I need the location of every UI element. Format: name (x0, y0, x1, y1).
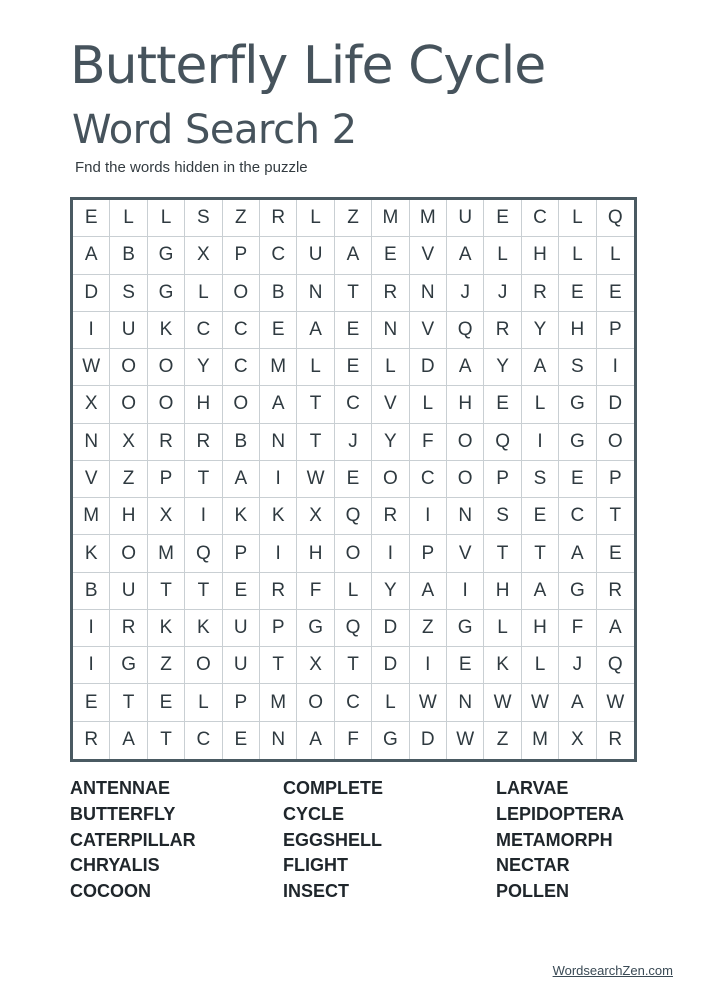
grid-cell[interactable]: V (447, 535, 484, 572)
grid-cell[interactable]: E (73, 200, 110, 237)
grid-cell[interactable]: L (148, 200, 185, 237)
grid-cell[interactable]: M (260, 684, 297, 721)
grid-cell[interactable]: B (110, 237, 147, 274)
grid-cell[interactable]: E (223, 573, 260, 610)
grid-cell[interactable]: A (447, 349, 484, 386)
grid-cell[interactable]: C (559, 498, 596, 535)
grid-cell[interactable]: H (447, 386, 484, 423)
grid-cell[interactable]: X (559, 722, 596, 759)
grid-cell[interactable]: H (522, 610, 559, 647)
grid-cell[interactable]: C (335, 386, 372, 423)
grid-cell[interactable]: P (410, 535, 447, 572)
grid-cell[interactable]: H (185, 386, 222, 423)
grid-cell[interactable]: W (410, 684, 447, 721)
grid-cell[interactable]: R (597, 573, 634, 610)
site-link[interactable]: WordsearchZen.com (552, 963, 673, 978)
grid-cell[interactable]: O (110, 349, 147, 386)
word-list-item: COCOON (70, 881, 151, 902)
grid-cell[interactable]: O (223, 275, 260, 312)
grid-cell[interactable]: V (372, 386, 409, 423)
grid-cell[interactable]: T (297, 386, 334, 423)
grid-cell[interactable]: L (522, 386, 559, 423)
grid-cell[interactable]: E (447, 647, 484, 684)
grid-cell[interactable]: R (372, 275, 409, 312)
grid-cell[interactable]: K (148, 610, 185, 647)
grid-cell[interactable]: U (297, 237, 334, 274)
grid-cell[interactable]: C (260, 237, 297, 274)
grid-cell[interactable]: X (110, 424, 147, 461)
grid-cell[interactable]: T (335, 647, 372, 684)
grid-cell[interactable]: A (559, 535, 596, 572)
grid-cell[interactable]: J (447, 275, 484, 312)
grid-cell[interactable]: G (148, 275, 185, 312)
grid-cell[interactable]: A (110, 722, 147, 759)
grid-cell[interactable]: N (260, 424, 297, 461)
grid-cell[interactable]: N (447, 498, 484, 535)
grid-cell[interactable]: F (335, 722, 372, 759)
word-list-item: NECTAR (496, 855, 570, 876)
grid-cell[interactable]: Q (597, 647, 634, 684)
grid-cell[interactable]: P (223, 535, 260, 572)
grid-cell[interactable]: N (447, 684, 484, 721)
grid-cell[interactable]: E (484, 386, 521, 423)
grid-cell[interactable]: A (597, 610, 634, 647)
grid-cell[interactable]: Q (335, 610, 372, 647)
grid-cell[interactable]: N (410, 275, 447, 312)
grid-cell[interactable]: R (260, 573, 297, 610)
grid-cell[interactable]: X (73, 386, 110, 423)
grid-cell[interactable]: O (148, 386, 185, 423)
grid-cell[interactable]: F (410, 424, 447, 461)
word-list-item: BUTTERFLY (70, 803, 176, 824)
grid-cell[interactable]: T (597, 498, 634, 535)
grid-cell[interactable]: K (73, 535, 110, 572)
grid-cell[interactable]: D (410, 722, 447, 759)
grid-cell[interactable]: G (148, 237, 185, 274)
grid-cell[interactable]: A (559, 684, 596, 721)
instructions-text: Fnd the words hidden in the puzzle (75, 159, 308, 176)
word-list (70, 776, 670, 905)
grid-cell[interactable]: Z (223, 200, 260, 237)
grid-cell[interactable]: O (110, 535, 147, 572)
grid-cell[interactable]: G (559, 573, 596, 610)
grid-cell[interactable]: E (335, 349, 372, 386)
grid-cell[interactable]: L (297, 200, 334, 237)
grid-cell[interactable]: O (447, 461, 484, 498)
grid-cell[interactable]: Y (484, 349, 521, 386)
grid-cell[interactable]: C (335, 684, 372, 721)
grid-cell[interactable]: A (522, 573, 559, 610)
grid-cell[interactable]: M (522, 722, 559, 759)
grid-cell[interactable]: O (297, 684, 334, 721)
grid-cell[interactable]: Q (185, 535, 222, 572)
grid-cell[interactable]: T (484, 535, 521, 572)
grid-cell[interactable]: L (597, 237, 634, 274)
grid-cell[interactable]: L (372, 349, 409, 386)
grid-cell[interactable]: A (73, 237, 110, 274)
grid-cell[interactable]: Q (335, 498, 372, 535)
grid-cell[interactable]: E (335, 461, 372, 498)
grid-cell[interactable]: X (297, 647, 334, 684)
grid-cell[interactable]: C (410, 461, 447, 498)
grid-cell[interactable]: E (372, 237, 409, 274)
grid-cell[interactable]: Y (372, 573, 409, 610)
grid-cell[interactable]: L (484, 610, 521, 647)
grid-cell[interactable]: W (447, 722, 484, 759)
grid-cell[interactable]: I (447, 573, 484, 610)
grid-cell[interactable]: C (223, 312, 260, 349)
grid-cell[interactable]: D (410, 349, 447, 386)
grid-cell[interactable]: I (73, 610, 110, 647)
grid-cell[interactable]: I (260, 535, 297, 572)
grid-cell[interactable]: W (597, 684, 634, 721)
grid-cell[interactable]: Q (484, 424, 521, 461)
grid-cell[interactable]: Z (110, 461, 147, 498)
grid-cell[interactable]: U (223, 647, 260, 684)
grid-cell[interactable]: L (372, 684, 409, 721)
grid-cell[interactable]: P (223, 237, 260, 274)
grid-cell[interactable]: T (335, 275, 372, 312)
puzzle-grid (73, 200, 634, 759)
grid-cell[interactable]: L (185, 684, 222, 721)
grid-cell[interactable]: H (484, 573, 521, 610)
grid-cell[interactable]: D (73, 275, 110, 312)
word-list-item: COMPLETE (283, 778, 384, 798)
grid-cell[interactable]: H (559, 312, 596, 349)
grid-cell[interactable]: R (185, 424, 222, 461)
grid-cell[interactable]: L (522, 647, 559, 684)
grid-cell[interactable]: A (223, 461, 260, 498)
word-list-item: CYCLE (283, 803, 345, 824)
grid-cell[interactable]: Z (148, 647, 185, 684)
grid-cell[interactable]: R (73, 722, 110, 759)
grid-cell[interactable]: W (297, 461, 334, 498)
grid-cell[interactable]: P (148, 461, 185, 498)
grid-cell[interactable]: T (185, 461, 222, 498)
grid-cell[interactable]: W (522, 684, 559, 721)
grid-cell[interactable]: K (260, 498, 297, 535)
grid-cell[interactable]: T (297, 424, 334, 461)
grid-cell[interactable]: K (185, 610, 222, 647)
grid-cell[interactable]: N (372, 312, 409, 349)
grid-cell[interactable]: P (260, 610, 297, 647)
grid-cell[interactable]: P (484, 461, 521, 498)
grid-cell[interactable]: Q (447, 312, 484, 349)
grid-cell[interactable]: N (297, 275, 334, 312)
grid-cell[interactable]: R (372, 498, 409, 535)
word-list-item: LEPIDOPTERA (496, 803, 625, 824)
grid-cell[interactable]: L (110, 200, 147, 237)
grid-cell[interactable]: X (185, 237, 222, 274)
grid-cell[interactable]: A (260, 386, 297, 423)
grid-cell[interactable]: R (260, 200, 297, 237)
grid-cell[interactable]: U (223, 610, 260, 647)
grid-cell[interactable]: N (73, 424, 110, 461)
grid-cell[interactable]: R (148, 424, 185, 461)
grid-cell[interactable]: B (73, 573, 110, 610)
grid-cell[interactable]: O (447, 424, 484, 461)
grid-cell[interactable]: P (597, 461, 634, 498)
grid-cell[interactable]: U (110, 573, 147, 610)
grid-cell[interactable]: W (484, 684, 521, 721)
grid-cell[interactable]: C (223, 349, 260, 386)
grid-cell[interactable]: O (110, 386, 147, 423)
grid-cell[interactable]: H (297, 535, 334, 572)
grid-cell[interactable]: S (185, 200, 222, 237)
grid-cell[interactable]: D (372, 647, 409, 684)
grid-cell[interactable]: E (559, 461, 596, 498)
grid-cell[interactable]: B (223, 424, 260, 461)
grid-cell[interactable]: O (148, 349, 185, 386)
grid-cell[interactable]: L (185, 275, 222, 312)
grid-cell[interactable]: D (597, 386, 634, 423)
grid-cell[interactable]: I (260, 461, 297, 498)
grid-cell[interactable]: K (223, 498, 260, 535)
word-list-item: EGGSHELL (283, 829, 383, 850)
grid-cell[interactable]: Z (410, 610, 447, 647)
grid-cell[interactable]: V (410, 312, 447, 349)
grid-cell[interactable]: N (260, 722, 297, 759)
word-list-item: POLLEN (496, 881, 570, 902)
word-list-item: LARVAE (496, 778, 569, 798)
grid-cell[interactable]: A (297, 312, 334, 349)
grid-cell[interactable]: G (110, 647, 147, 684)
grid-cell[interactable]: Y (372, 424, 409, 461)
word-list-item: CHRYALIS (70, 855, 160, 876)
grid-cell[interactable]: L (559, 237, 596, 274)
grid-cell[interactable]: C (522, 200, 559, 237)
grid-cell[interactable]: L (335, 573, 372, 610)
grid-cell[interactable]: X (148, 498, 185, 535)
grid-cell[interactable]: R (110, 610, 147, 647)
grid-cell[interactable]: S (110, 275, 147, 312)
word-list-item: CATERPILLAR (70, 829, 196, 850)
grid-cell[interactable]: A (447, 237, 484, 274)
grid-cell[interactable]: G (447, 610, 484, 647)
grid-cell[interactable]: I (410, 498, 447, 535)
grid-cell[interactable]: G (372, 722, 409, 759)
grid-cell[interactable]: J (559, 647, 596, 684)
grid-cell[interactable]: Z (335, 200, 372, 237)
grid-cell[interactable]: M (148, 535, 185, 572)
grid-cell[interactable]: H (110, 498, 147, 535)
grid-cell[interactable]: G (559, 424, 596, 461)
grid-cell[interactable]: I (522, 424, 559, 461)
grid-cell[interactable]: E (335, 312, 372, 349)
grid-cell[interactable]: I (73, 312, 110, 349)
grid-cell[interactable]: T (148, 722, 185, 759)
grid-cell[interactable]: T (148, 573, 185, 610)
page-title: Butterfly Life Cycle (70, 36, 546, 96)
grid-cell[interactable]: O (223, 386, 260, 423)
grid-cell[interactable]: O (597, 424, 634, 461)
grid-cell[interactable]: Z (484, 722, 521, 759)
page-subtitle: Word Search 2 (72, 107, 357, 153)
grid-cell[interactable]: C (185, 722, 222, 759)
grid-cell[interactable]: M (410, 200, 447, 237)
grid-cell[interactable]: M (260, 349, 297, 386)
grid-cell[interactable]: T (522, 535, 559, 572)
grid-cell[interactable]: L (410, 386, 447, 423)
grid-cell[interactable]: R (484, 312, 521, 349)
grid-cell[interactable]: F (559, 610, 596, 647)
grid-cell[interactable]: C (185, 312, 222, 349)
grid-cell[interactable]: Q (597, 200, 634, 237)
grid-cell[interactable]: J (335, 424, 372, 461)
grid-cell[interactable]: V (410, 237, 447, 274)
grid-cell[interactable]: O (372, 461, 409, 498)
grid-cell[interactable]: A (410, 573, 447, 610)
grid-cell[interactable]: M (73, 498, 110, 535)
grid-cell[interactable]: M (372, 200, 409, 237)
word-list-item: INSECT (283, 881, 350, 902)
grid-cell[interactable]: I (73, 647, 110, 684)
word-list-item: FLIGHT (283, 855, 348, 876)
word-list-item: METAMORPH (496, 829, 613, 850)
grid-cell[interactable]: Y (185, 349, 222, 386)
grid-cell[interactable]: R (522, 275, 559, 312)
grid-cell[interactable]: A (522, 349, 559, 386)
grid-cell[interactable]: E (597, 275, 634, 312)
grid-cell[interactable]: Y (522, 312, 559, 349)
grid-cell[interactable]: E (73, 684, 110, 721)
grid-cell[interactable]: K (484, 647, 521, 684)
grid-cell[interactable]: J (484, 275, 521, 312)
grid-cell[interactable]: L (484, 237, 521, 274)
grid-cell[interactable]: D (372, 610, 409, 647)
grid-cell[interactable]: E (260, 312, 297, 349)
grid-cell[interactable]: R (608, 729, 623, 751)
grid-cell[interactable]: E (484, 200, 521, 237)
grid-cell[interactable]: W (73, 349, 110, 386)
grid-cell[interactable]: F (297, 573, 334, 610)
grid-cell[interactable]: K (148, 312, 185, 349)
grid-cell[interactable]: U (110, 312, 147, 349)
grid-cell[interactable]: G (297, 610, 334, 647)
grid-cell[interactable]: T (110, 684, 147, 721)
grid-cell[interactable]: U (447, 200, 484, 237)
grid-cell[interactable]: T (260, 647, 297, 684)
grid-cell[interactable]: E (148, 684, 185, 721)
grid-cell[interactable]: S (559, 349, 596, 386)
grid-cell[interactable]: P (597, 312, 634, 349)
grid-cell[interactable]: E (522, 498, 559, 535)
grid-cell[interactable]: O (335, 535, 372, 572)
grid-cell[interactable]: B (260, 275, 297, 312)
grid-cell[interactable]: G (559, 386, 596, 423)
grid-cell[interactable]: I (410, 647, 447, 684)
grid-cell[interactable]: P (223, 684, 260, 721)
grid-cell[interactable]: V (73, 461, 110, 498)
grid-cell[interactable]: L (559, 200, 596, 237)
grid-cell[interactable]: L (297, 349, 334, 386)
grid-cell[interactable]: A (335, 237, 372, 274)
grid-cell[interactable]: I (185, 498, 222, 535)
word-list-item: ANTENNAE (70, 778, 171, 798)
grid-cell[interactable]: S (484, 498, 521, 535)
grid-cell[interactable]: I (597, 349, 634, 386)
grid-cell[interactable]: X (297, 498, 334, 535)
grid-cell[interactable]: E (597, 535, 634, 572)
grid-cell[interactable]: A (297, 722, 334, 759)
grid-cell[interactable]: S (522, 461, 559, 498)
grid-cell[interactable]: T (185, 573, 222, 610)
grid-cell[interactable]: H (522, 237, 559, 274)
grid-cell[interactable]: I (372, 535, 409, 572)
puzzle-grid-frame (70, 197, 637, 762)
grid-cell[interactable]: E (223, 722, 260, 759)
grid-cell[interactable]: O (185, 647, 222, 684)
grid-cell[interactable]: E (559, 275, 596, 312)
